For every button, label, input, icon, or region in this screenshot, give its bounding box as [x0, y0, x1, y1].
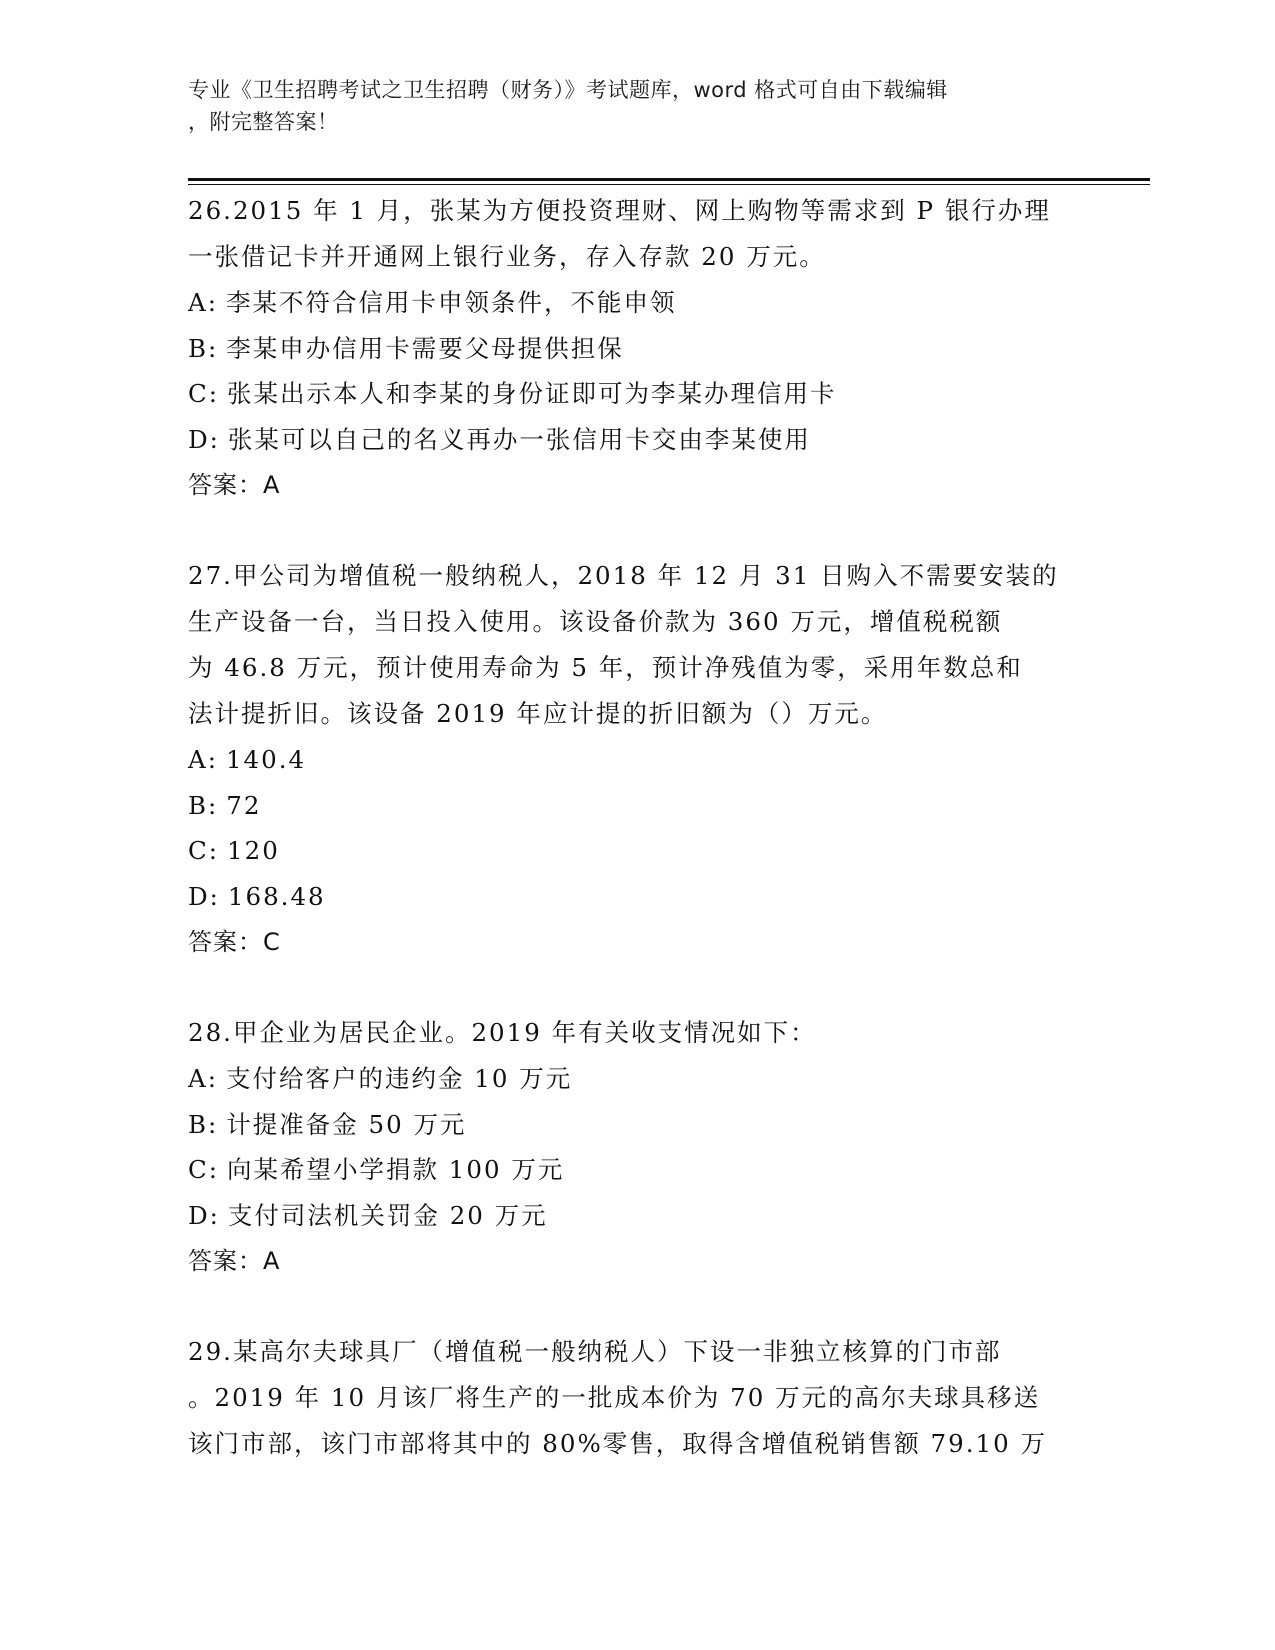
option-key: B:	[188, 333, 219, 363]
header-line-1: 专业《卫生招聘考试之卫生招聘（财务）》考试题库，word 格式可自由下载编辑	[188, 78, 948, 102]
answer-option	[188, 737, 1088, 783]
header-line-2: ，附完整答案！	[188, 110, 339, 134]
option-key: D:	[188, 424, 220, 454]
option-text: 计提准备金 50 万元	[226, 1109, 467, 1139]
option-key: C:	[188, 379, 220, 408]
option-text: 李某申办信用卡需要父母提供担保	[226, 333, 624, 363]
option-text: 支付司法机关罚金 20 万元	[227, 1200, 548, 1230]
header-rule-thin	[188, 184, 1150, 185]
answer-line: 答案：A	[188, 471, 281, 499]
answer-option	[188, 326, 1088, 372]
option-text: 120	[227, 836, 280, 865]
option-key: B:	[188, 1109, 219, 1139]
question-stem-line: 法计提折旧。该设备 2019 年应计提的折旧额为（）万元。	[188, 699, 888, 728]
question-stem-line: 为 46.8 万元，预计使用寿命为 5 年，预计净残值为零，采用年数总和	[188, 653, 1023, 682]
answer-line: 答案：C	[188, 928, 281, 956]
answer-option	[188, 371, 1088, 417]
answer-option	[188, 1193, 1088, 1239]
option-text: 140.4	[225, 745, 307, 774]
option-text: 向某希望小学捐款 100 万元	[227, 1155, 565, 1184]
option-text: 72	[226, 790, 262, 820]
answer-option	[188, 1056, 1088, 1102]
option-key: D:	[188, 881, 220, 911]
question-stem-line: 26.2015 年 1 月，张某为方便投资理财、网上购物等需求到 P 银行办理	[188, 196, 1051, 225]
answer-line: 答案：A	[188, 1247, 281, 1275]
option-key: A:	[188, 1064, 218, 1093]
answer-option	[188, 1147, 1088, 1193]
answer-option	[188, 1102, 1088, 1148]
question-stem-line: 27.甲公司为增值税一般纳税人，2018 年 12 月 31 日购入不需要安装的	[188, 561, 1059, 590]
header-rule-thick	[188, 178, 1150, 181]
question-block	[188, 1010, 1088, 1284]
question-block	[188, 1329, 1088, 1467]
option-text: 李某不符合信用卡申领条件，不能申领	[225, 288, 677, 317]
option-text: 张某出示本人和李某的身份证即可为李某办理信用卡	[227, 379, 837, 408]
option-key: A:	[188, 745, 218, 774]
answer-option	[188, 828, 1088, 874]
option-key: A:	[188, 288, 218, 317]
answer-option	[188, 280, 1088, 326]
question-stem-line: 生产设备一台，当日投入使用。该设备价款为 360 万元，增值税税额	[188, 607, 1003, 636]
option-key: C:	[188, 1155, 220, 1184]
question-stem-line: 28.甲企业为居民企业。2019 年有关收支情况如下：	[188, 1018, 817, 1047]
question-stem-line: 一张借记卡并开通网上银行业务，存入存款 20 万元。	[188, 242, 826, 271]
option-key: B:	[188, 790, 219, 820]
option-key: C:	[188, 836, 220, 865]
question-stem-line: 29.某高尔夫球具厂（增值税一般纳税人）下设一非独立核算的门市部	[188, 1337, 1002, 1366]
option-text: 168.48	[227, 881, 326, 911]
question-stem-line: 。2019 年 10 月该厂将生产的一批成本价为 70 万元的高尔夫球具移送	[188, 1383, 1041, 1412]
question-list	[188, 188, 1088, 1467]
question-block	[188, 553, 1088, 965]
answer-option	[188, 874, 1088, 920]
question-stem-line: 该门市部，该门市部将其中的 80%零售，取得含增值税销售额 79.10 万	[188, 1429, 1047, 1458]
option-text: 张某可以自己的名义再办一张信用卡交由李某使用	[227, 424, 811, 454]
answer-option	[188, 417, 1088, 463]
option-key: D:	[188, 1200, 220, 1230]
answer-option	[188, 783, 1088, 829]
option-text: 支付给客户的违约金 10 万元	[225, 1064, 573, 1093]
document-header	[188, 74, 1068, 138]
question-block	[188, 188, 1088, 508]
